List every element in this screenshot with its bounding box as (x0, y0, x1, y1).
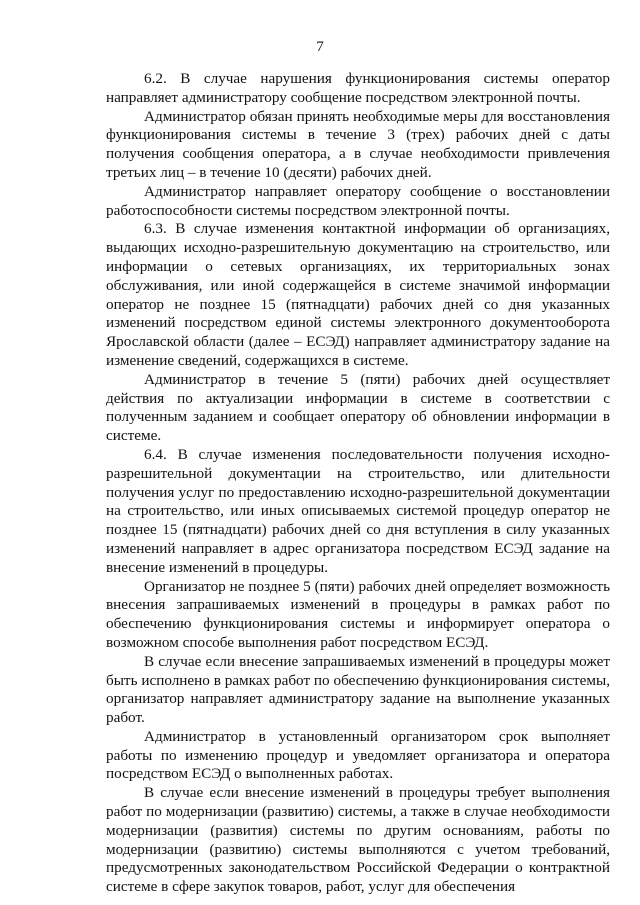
paragraph-organizer-assessment: Организатор не позднее 5 (пяти) рабочих дней определяет возможность внесения запрашиваемых изменений в процедуры в рамках работ по обеспечению функционирования системы и информирует оператора о возможном способе выполнения работ посредством ЕСЭД. (106, 577, 610, 651)
paragraph-organizer-task: В случае если внесение запрашиваемых изменений в процедуры может быть исполнено в рамках работ по обеспечению функционирования системы, организатор направляет администратору задание на выполнение указанных работ. (106, 652, 610, 727)
paragraph-admin-update: Администратор в течение 5 (пяти) рабочих дней осуществляет действия по актуализации информации в системе в соответствии с полученным заданием и сообщает оператору об обновлении информации в системе. (106, 370, 610, 445)
paragraph-6-3: 6.3. В случае изменения контактной информации об организациях, выдающих исходно-разрешительную документацию на строительство, или информации о сетевых организациях, их территориальных зонах обслуживания, или иной содержащейся в системе значимой информации оператор не позднее 15 (пятнадцати) рабочих дней со дня указанных изменений посредством единой системы электронного документооборота Ярославской области (далее – ЕСЭД) направляет администратору задание на изменение сведений, содержащихся в системе. (106, 220, 610, 369)
document-body (106, 70, 610, 897)
page-number: 7 (316, 39, 324, 55)
paragraph-6-2: 6.2. В случае нарушения функционирования системы оператор направляет администратору сообщение посредством электронной почты. (106, 70, 610, 106)
paragraph-admin-execution: Администратор в установленный организатором срок выполняет работы по изменению процедур и уведомляет организатора и оператора посредством ЕСЭД о выполненных работах. (106, 727, 610, 783)
paragraph-admin-obligation: Администратор обязан принять необходимые меры для восстановления функционирования системы в течение 3 (трех) рабочих дней с даты получения сообщения оператора, а в случае необходимости привлечения третьих лиц – в течение 10 (десяти) рабочих дней. (106, 107, 610, 181)
paragraph-modernization: В случае если внесение изменений в процедуры требует выполнения работ по модернизации (развитию) системы, а также в случае необходимости модернизации (развития) системы по другим основаниям, работы по модернизации (развитию) системы выполняются с учетом требований, предусмотренных законодательством Российской Федерации о контрактной системе в сфере закупок товаров, работ, услуг для обеспечения (106, 784, 610, 896)
paragraph-admin-notification: Администратор направляет оператору сообщение о восстановлении работоспособности системы посредством электронной почты. (106, 182, 610, 219)
paragraph-6-4: 6.4. В случае изменения последовательности получения исходно-разрешительной документации на строительство, или длительности получения услуг по предоставлению исходно-разрешительной документации на строительство, или иных описываемых системой процедур оператор не позднее 15 (пятнадцати) рабочих дней со дня вступления в силу указанных изменений направляет в адрес организатора посредством ЕСЭД задание на внесение изменений в процедуры. (106, 445, 610, 576)
